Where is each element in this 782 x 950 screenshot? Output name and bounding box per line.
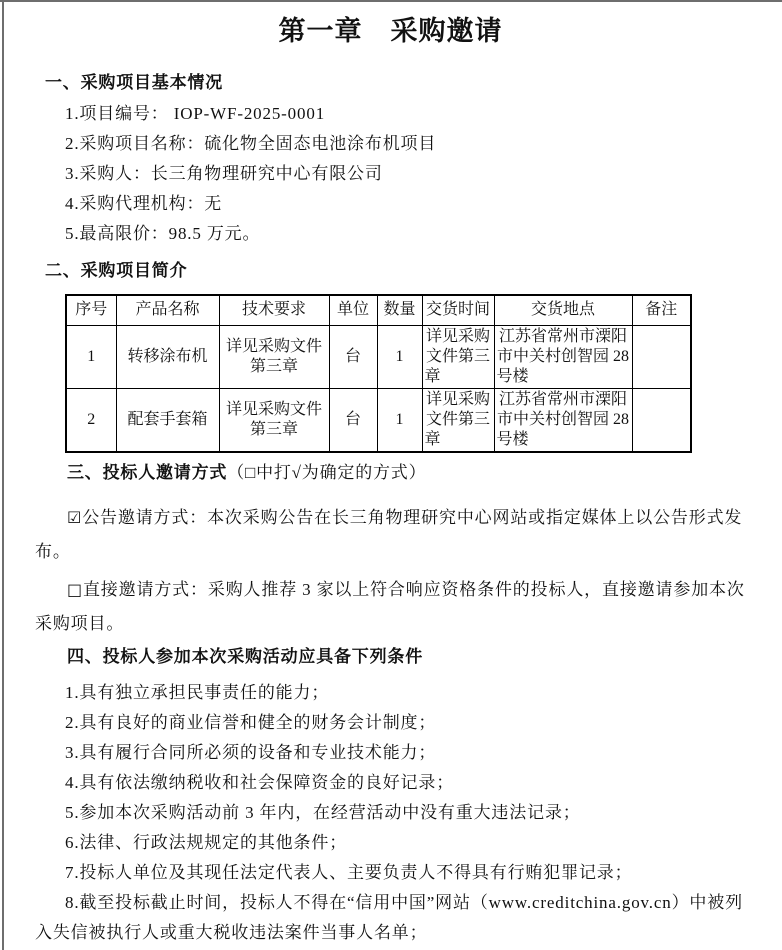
cell-unit: 台 xyxy=(329,388,377,452)
checked-checkbox-icon: ☑ xyxy=(67,507,83,527)
th-tech-req: 技术要求 xyxy=(219,295,329,325)
th-delivery-place: 交货地点 xyxy=(494,295,632,325)
th-qty: 数量 xyxy=(377,295,422,325)
condition-item-2: 2.具有良好的商业信誉和健全的财务会计制度； xyxy=(65,712,437,732)
cell-tech-req: 详见采购文件第三章 xyxy=(219,325,329,388)
cell-seq: 2 xyxy=(66,388,116,452)
project-name-item: 2.采购项目名称：硫化物全固态电池涂布机项目 xyxy=(65,134,437,153)
purchaser-item: 3.采购人：长三角物理研究中心有限公司 xyxy=(65,164,383,183)
cell-delivery-place: 江苏省常州市溧阳市中关村创智园 28 号楼 xyxy=(494,388,632,452)
agency-item: 4.采购代理机构：无 xyxy=(65,194,223,213)
direct-invitation-text: 直接邀请方式：采购人推荐 3 家以上符合响应资格条件的投标人，直接邀请参加本次采购项目。 xyxy=(35,579,745,633)
cell-tech-req: 详见采购文件第三章 xyxy=(219,388,329,452)
condition-item-5: 5.参加本次采购活动前 3 年内，在经营活动中没有重大违法记录； xyxy=(65,802,581,822)
cell-qty: 1 xyxy=(377,325,422,388)
max-price-item: 5.最高限价：98.5 万元。 xyxy=(65,224,261,243)
table-header-row xyxy=(66,295,691,325)
products-table xyxy=(65,294,692,453)
cell-remark xyxy=(632,388,691,452)
section1-items xyxy=(35,99,746,249)
condition-item-7: 7.投标人单位及其现任法定代表人、主要负责人不得具有行贿犯罪记录； xyxy=(65,862,633,882)
th-seq: 序号 xyxy=(66,295,116,325)
project-number-item: 1.项目编号： IOP-WF-2025-0001 xyxy=(65,104,326,123)
direct-invitation-paragraph xyxy=(35,573,746,641)
section4-heading: 四、投标人参加本次采购活动应具备下列条件 xyxy=(67,646,423,666)
section4-items xyxy=(35,678,746,948)
condition-item-6: 6.法律、行政法规规定的其他条件； xyxy=(65,832,348,852)
cell-delivery-place: 江苏省常州市溧阳市中关村创智园 28 号楼 xyxy=(494,325,632,388)
cell-product-name: 转移涂布机 xyxy=(116,325,219,388)
condition-item-4: 4.具有依法缴纳税收和社会保障资金的良好记录； xyxy=(65,772,455,792)
condition-item-8: 8.截至投标截止时间，投标人不得在“信用中国”网站（www.creditchina.gov.cn）中被列入失信被执行人或重大税收违法案件当事人名单； xyxy=(35,892,743,942)
section3-heading-note: （□中打√为确定的方式） xyxy=(227,462,427,482)
th-remark: 备注 xyxy=(632,295,691,325)
announcement-invitation-text: 公告邀请方式：本次采购公告在长三角物理研究中心网站或指定媒体上以公告形式发布。 xyxy=(35,507,743,561)
section3-heading-bold: 三、投标人邀请方式 xyxy=(67,462,228,482)
condition-item-3: 3.具有履行合同所必须的设备和专业技术能力； xyxy=(65,742,437,762)
cell-delivery-time: 详见采购文件第三章 xyxy=(422,325,494,388)
cell-product-name: 配套手套箱 xyxy=(116,388,219,452)
chapter-title: 第一章 采购邀请 xyxy=(278,16,503,46)
th-unit: 单位 xyxy=(329,295,377,325)
section1-heading: 一、采购项目基本情况 xyxy=(45,73,223,92)
section3-heading xyxy=(67,461,746,485)
section2-heading: 二、采购项目简介 xyxy=(45,261,188,280)
th-delivery-time: 交货时间 xyxy=(422,295,494,325)
cell-unit: 台 xyxy=(329,325,377,388)
table-row xyxy=(66,325,691,388)
cell-remark xyxy=(632,325,691,388)
empty-checkbox-icon: □ xyxy=(67,579,83,599)
cell-delivery-time: 详见采购文件第三章 xyxy=(422,388,494,452)
cell-seq: 1 xyxy=(66,325,116,388)
condition-item-1: 1.具有独立承担民事责任的能力； xyxy=(65,682,330,702)
cell-qty: 1 xyxy=(377,388,422,452)
th-product-name: 产品名称 xyxy=(116,295,219,325)
announcement-invitation-paragraph xyxy=(35,501,746,569)
table-row xyxy=(66,388,691,452)
